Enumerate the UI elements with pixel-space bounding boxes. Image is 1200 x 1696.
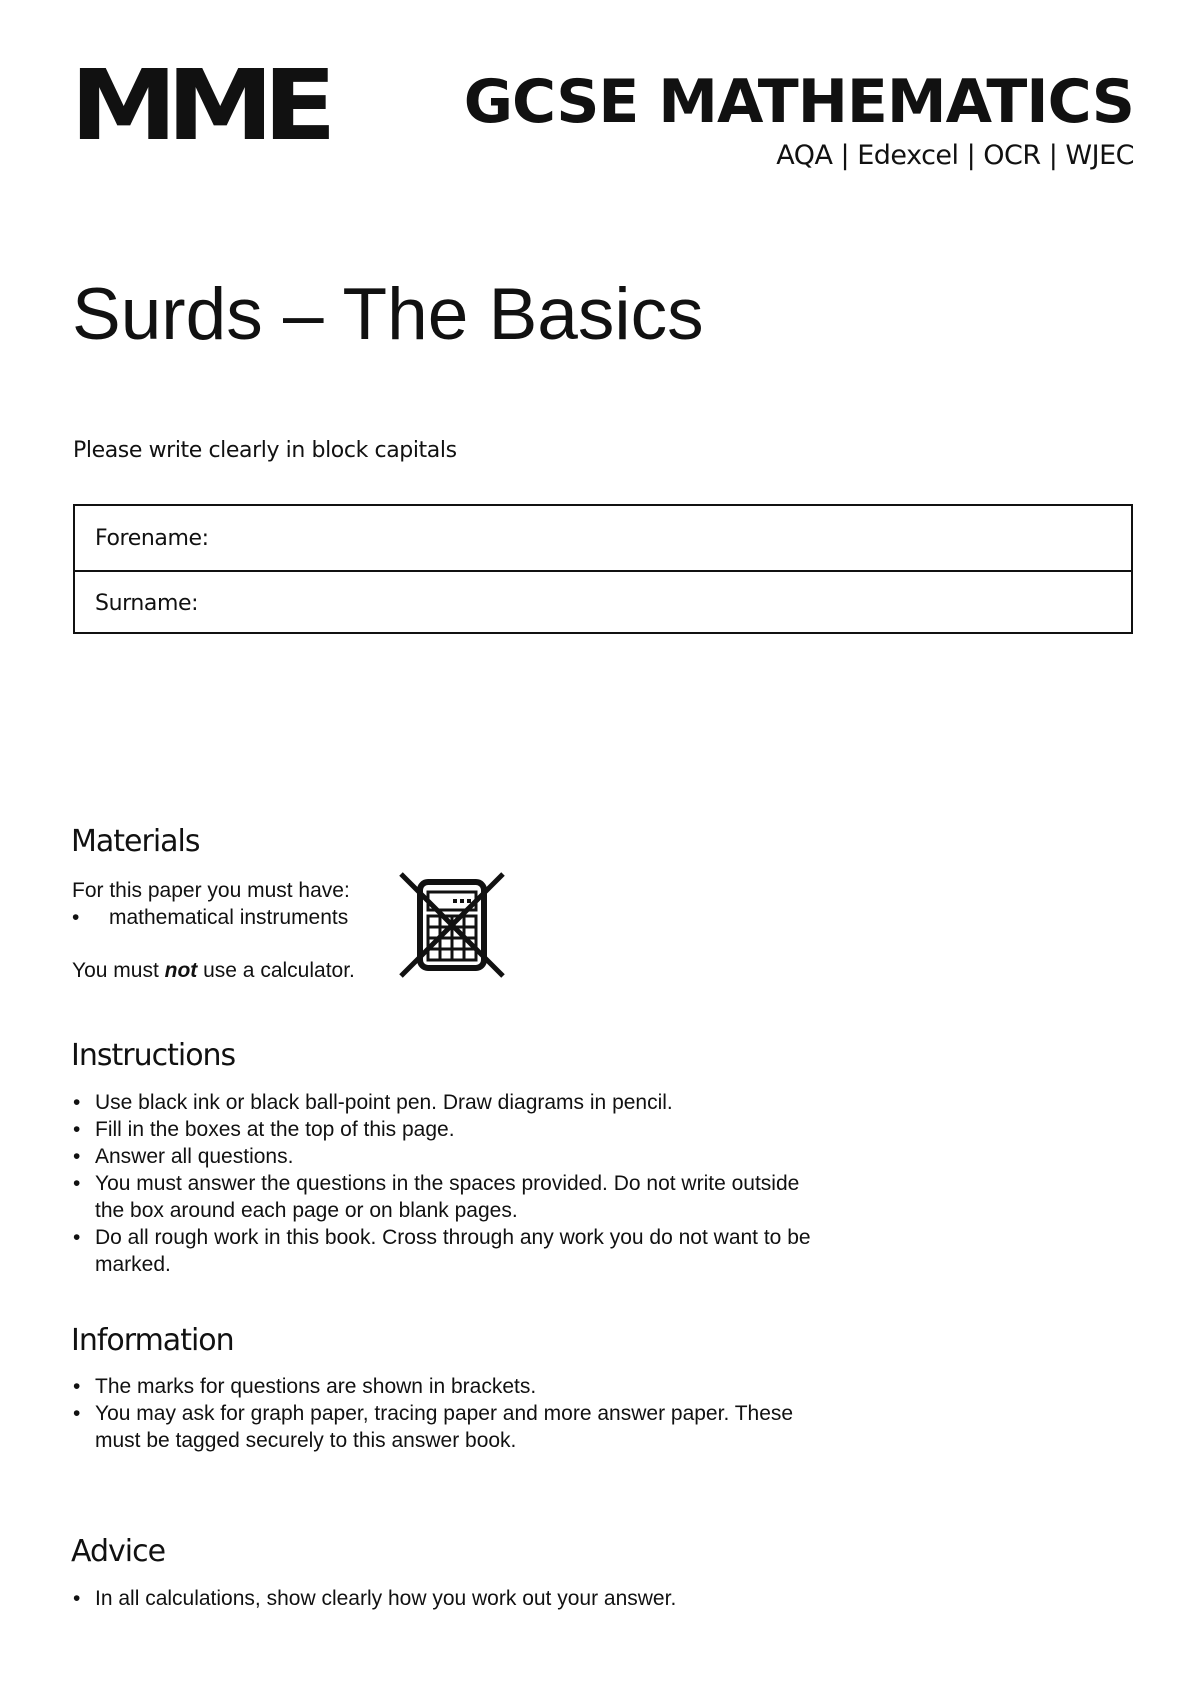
instructions-list xyxy=(71,1089,831,1278)
name-box xyxy=(73,504,1133,634)
list-item: • You may ask for graph paper, tracing paper and more answer paper. These must be tagged securely to this answer book. xyxy=(71,1400,831,1454)
materials-item xyxy=(72,904,402,931)
advice-list xyxy=(71,1585,831,1612)
no-calculator-icon xyxy=(397,870,507,980)
list-item: • In all calculations, show clearly how you work out your answer. xyxy=(71,1585,831,1612)
calculator-rule: You must not use a calculator. xyxy=(72,959,355,982)
materials-item-label: mathematical instruments xyxy=(109,906,349,929)
list-item: • Answer all questions. xyxy=(71,1143,831,1170)
list-item: • The marks for questions are shown in brackets. xyxy=(71,1373,831,1400)
page-title: Surds – The Basics xyxy=(72,274,704,355)
exam-boards: AQA | Edexcel | OCR | WJEC xyxy=(776,140,1134,171)
brand-title: GCSE MATHEMATICS xyxy=(463,67,1134,137)
brand-header xyxy=(463,67,1134,171)
forename-field[interactable] xyxy=(75,506,1131,570)
bullet-icon: • xyxy=(72,906,80,929)
advice-heading: Advice xyxy=(71,1534,166,1569)
instructions-heading: Instructions xyxy=(71,1038,236,1073)
mme-logo: MME xyxy=(70,49,326,163)
surname-field[interactable] xyxy=(75,570,1131,634)
block-capitals-note: Please write clearly in block capitals xyxy=(73,438,457,463)
list-item: • Fill in the boxes at the top of this page. xyxy=(71,1116,831,1143)
list-item: • You must answer the questions in the spaces provided. Do not write outside the box around each page or on blank pages. xyxy=(71,1170,831,1224)
list-item: • Use black ink or black ball-point pen. Draw diagrams in pencil. xyxy=(71,1089,831,1116)
materials-text xyxy=(72,877,402,984)
information-list xyxy=(71,1373,831,1454)
materials-heading: Materials xyxy=(71,824,200,859)
list-item: • Do all rough work in this book. Cross through any work you do not want to be marked. xyxy=(71,1224,831,1278)
forename-label: Forename: xyxy=(95,525,209,551)
materials-intro: For this paper you must have: xyxy=(72,879,350,902)
surname-label: Surname: xyxy=(95,590,199,616)
information-heading: Information xyxy=(71,1323,234,1358)
calculator-emphasis: not xyxy=(164,959,198,982)
